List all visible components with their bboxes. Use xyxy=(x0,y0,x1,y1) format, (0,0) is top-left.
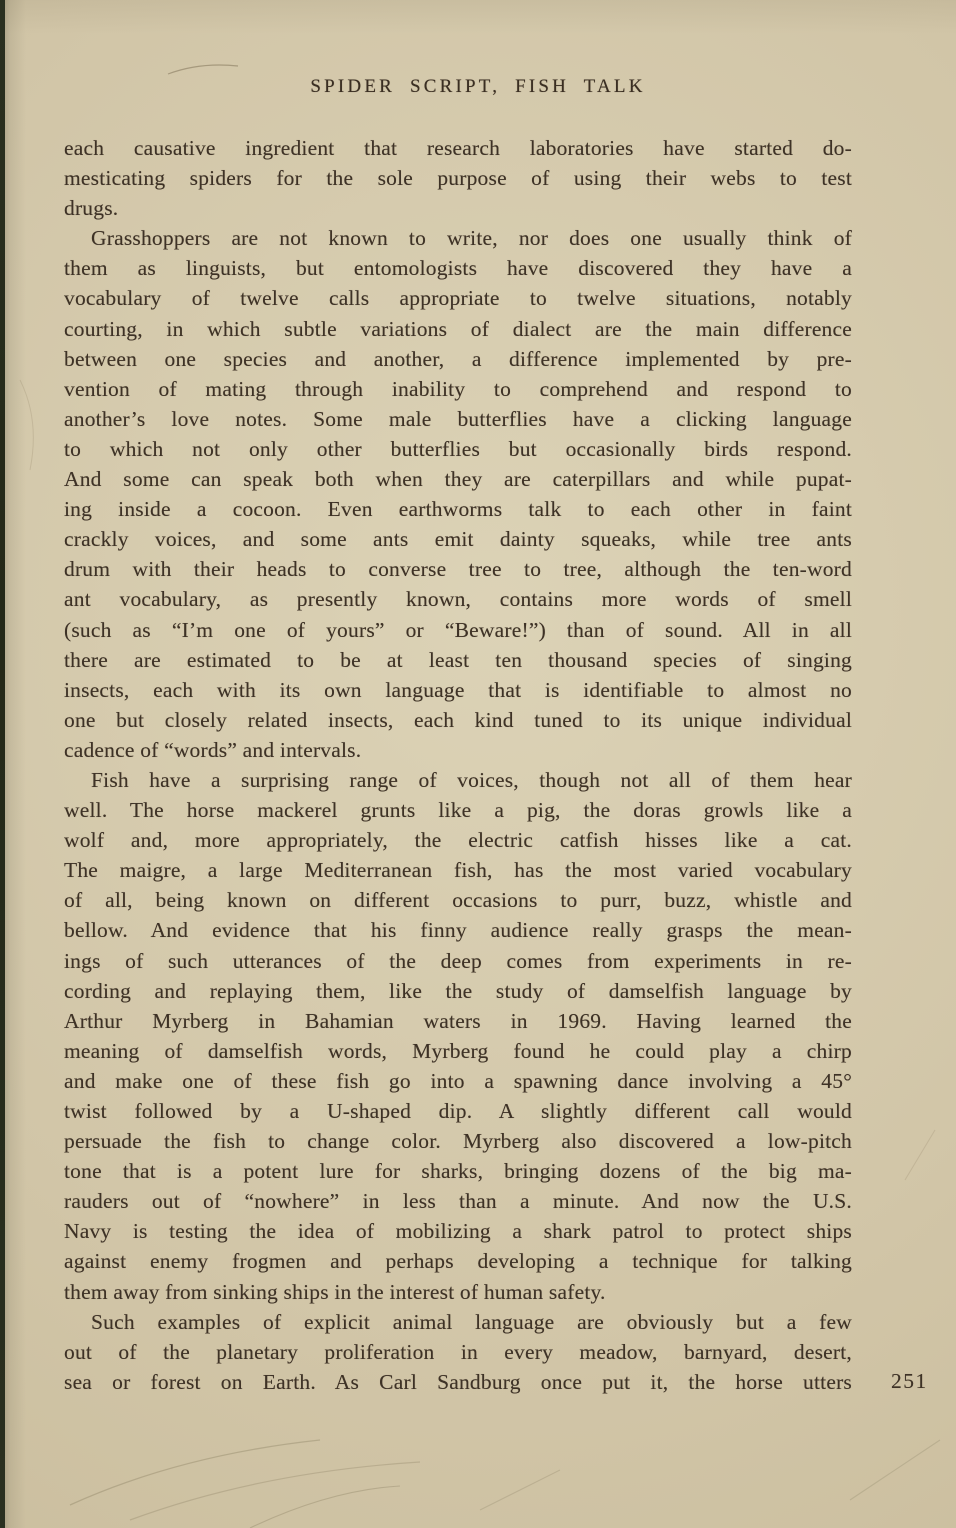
text-line: (such as “I’m one of yours” or “Beware!”) than of sound. All in all xyxy=(64,617,852,642)
text-line: vocabulary of twelve calls appropriate to twelve situations, notably xyxy=(64,286,852,311)
text-line: And some can speak both when they are caterpillars and while pupat- xyxy=(64,467,852,492)
text-line: cadence of “words” and intervals. xyxy=(64,737,362,762)
text-line: against enemy frogmen and perhaps developing a technique for talking xyxy=(64,1249,852,1274)
paragraph xyxy=(64,765,852,1307)
text-line: crackly voices, and some ants emit dainty squeaks, while tree ants xyxy=(64,527,852,552)
paragraph xyxy=(64,223,852,765)
text-line: ing inside a cocoon. Even earthworms talk to each other in faint xyxy=(64,497,852,522)
text-line: to which not only other butterflies but occasionally birds respond. xyxy=(64,436,852,461)
text-line: and make one of these fish go into a spawning dance involving a 45° xyxy=(64,1068,852,1093)
text-line: between one species and another, a difference implemented by pre- xyxy=(64,346,852,371)
text-line: twist followed by a U-shaped dip. A slightly different call would xyxy=(64,1099,852,1123)
text-line: wolf and, more appropriately, the electric catfish hisses like a cat. xyxy=(64,828,852,853)
text-line: drugs. xyxy=(64,196,119,221)
text-line: sea or forest on Earth. As Carl Sandburg once put it, the horse utters xyxy=(64,1369,852,1394)
text-line: them as linguists, but entomologists have discovered they have a xyxy=(64,256,852,281)
page-number: 251 xyxy=(891,1369,928,1393)
text-line: one but closely related insects, each kind tuned to its unique individual xyxy=(64,707,852,732)
paragraph xyxy=(64,133,852,223)
text-line: each causative ingredient that research laboratories have started do- xyxy=(64,136,852,160)
text-line: another’s love notes. Some male butterflies have a clicking language xyxy=(64,406,852,431)
text-line: well. The horse mackerel grunts like a pig, the doras growls like a xyxy=(64,798,852,823)
text-line: them away from sinking ships in the interest of human safety. xyxy=(64,1279,606,1304)
page-top-shading xyxy=(0,0,956,34)
text-line: ings of such utterances of the deep comes from experiments in re- xyxy=(64,948,852,973)
text-line: out of the planetary proliferation in every meadow, barnyard, desert, xyxy=(64,1339,852,1364)
paragraph xyxy=(64,1307,852,1397)
text-line: rauders out of “nowhere” in less than a minute. And now the U.S. xyxy=(64,1189,852,1214)
text-line: vention of mating through inability to comprehend and respond to xyxy=(64,376,852,401)
running-header: SPIDER SCRIPT, FISH TALK xyxy=(310,76,646,97)
text-line: of all, being known on different occasions to purr, buzz, whistle and xyxy=(64,888,852,913)
text-line: Arthur Myrberg in Bahamian waters in 1969. Having learned the xyxy=(64,1008,852,1033)
text-line: drum with their heads to converse tree to tree, although the ten-word xyxy=(64,557,852,582)
text-line: mesticating spiders for the sole purpose of using their webs to test xyxy=(64,166,852,191)
text-line: Such examples of explicit animal language are obviously but a few xyxy=(91,1309,852,1334)
text-line: Navy is testing the idea of mobilizing a shark patrol to protect ships xyxy=(64,1219,852,1244)
text-line: tone that is a potent lure for sharks, bringing dozens of the big ma- xyxy=(64,1159,852,1184)
text-line: persuade the fish to change color. Myrberg also discovered a low-pitch xyxy=(64,1129,852,1154)
text-line: insects, each with its own language that is identifiable to almost no xyxy=(64,677,852,702)
text-line: cording and replaying them, like the study of damselfish language by xyxy=(64,978,852,1003)
text-line: bellow. And evidence that his finny audience really grasps the mean- xyxy=(64,918,852,943)
text-line: courting, in which subtle variations of dialect are the main difference xyxy=(64,316,852,341)
text-line: Grasshoppers are not known to write, nor does one usually think of xyxy=(91,226,852,251)
text-line: ant vocabulary, as presently known, contains more words of smell xyxy=(64,587,852,612)
binding-edge xyxy=(0,0,5,1528)
text-line: meaning of damselfish words, Myrberg found he could play a chirp xyxy=(64,1038,852,1063)
text-line: The maigre, a large Mediterranean fish, has the most varied vocabulary xyxy=(64,858,852,883)
text-line: Fish have a surprising range of voices, though not all of them hear xyxy=(91,767,852,792)
page-body xyxy=(64,133,852,1397)
text-line: there are estimated to be at least ten thousand species of singing xyxy=(64,647,852,672)
